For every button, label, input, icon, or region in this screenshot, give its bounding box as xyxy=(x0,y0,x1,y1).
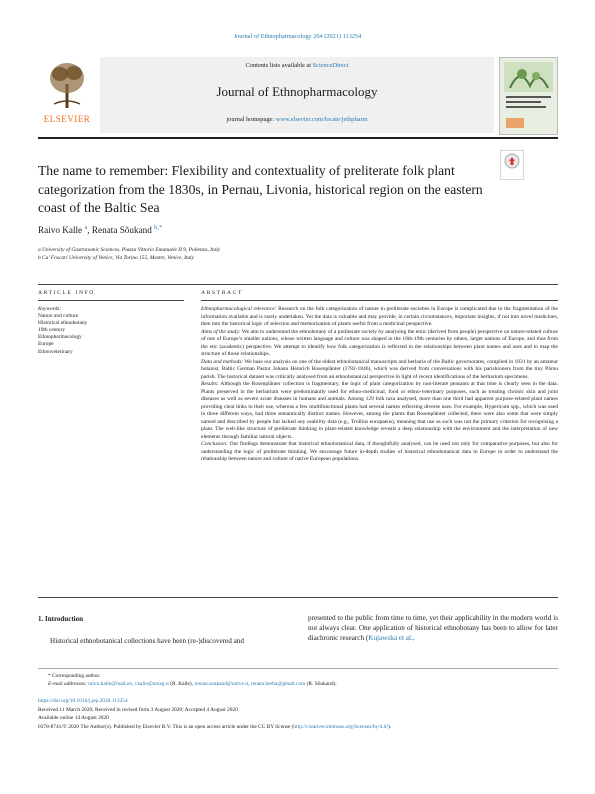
abstract-body xyxy=(201,306,558,464)
abstract-label: Data and methods: xyxy=(201,358,244,365)
intro-right-column xyxy=(308,613,558,644)
publication-meta xyxy=(38,697,558,731)
abstract-heading-rule xyxy=(201,300,558,301)
contents-line xyxy=(100,62,494,69)
license-line xyxy=(38,723,558,732)
license-link[interactable]: http://creativecommons.org/licenses/by/4.0/ xyxy=(293,723,388,730)
journal-cover-image xyxy=(500,58,557,134)
abstract-bottom-rule xyxy=(38,597,558,598)
license-text: 0378-8741/© 2020 The Author(s). Published by Elsevier B.V. This is an open access article under the CC BY license ( xyxy=(38,723,294,730)
contents-prefix: Contents lists available at xyxy=(245,62,313,69)
author-line xyxy=(38,224,162,235)
elsevier-wordmark: ELSEVIER xyxy=(43,114,91,124)
keyword: Europe xyxy=(38,341,54,348)
intro-heading: 1. Introduction xyxy=(38,615,83,623)
license-suffix: ). xyxy=(387,723,392,730)
abstract-results xyxy=(201,381,558,441)
email-separator: , xyxy=(131,681,135,687)
keywords-label: Keywords: xyxy=(38,306,62,312)
keyword: 19th century xyxy=(38,327,66,334)
email-owner: (R. Kalle), xyxy=(168,681,195,687)
abstract-aims xyxy=(201,329,558,359)
email-separator: , xyxy=(248,681,251,687)
check-for-updates-icon xyxy=(500,150,524,180)
keyword: Ethnopharmacology xyxy=(38,334,82,341)
author-affiliation-mark[interactable]: b,* xyxy=(154,224,163,231)
email-link[interactable]: r.kalle@unisg.it xyxy=(134,681,169,687)
journal-title: Journal of Ethnopharmacology xyxy=(216,84,378,99)
abstract-relevance xyxy=(201,306,558,329)
journal-citation[interactable]: Journal of Ethnopharmacology 264 (2021) 113254 xyxy=(233,33,362,40)
abstract-text: Research on the folk categorization of nature in preliterate societies in Europe is complicated due to the fragmentation of the information available and is rarely undertaken. Yet the data is valuable and may provide, in certain circumstances, important insights, if not into novel medicines, then into the historical logic of selection and memorisation of plants useful from a medicinal perspective. xyxy=(201,306,559,327)
doi-link[interactable]: https://doi.org/10.1016/j.jep.2020.113254 xyxy=(38,698,128,704)
abstract-label: Aims of the study: xyxy=(201,328,241,335)
abstract-text: Although the Rosenplänter collection is fragmentary, the logic of plant categorization by non-literate peasants at that time is clearly seen in the data. Plants preserved in the herbarium were predominantly used for ethno-medicinal, food or ethno-veterinary purposes, such as treating chronic skin and joint diseases as well as severe acute diseases in humans and animals. Among 129 folk taxa analysed, more than one third had apparent purpose-related plant names providing clear links to their use, whereas a few multifunctional plants had several names reflecting diverse uses. For example, Hypericum spp., which was used in three different ways, had three semantically distinct names. However, among the plants that Rosenplänter collected, there were also some that were simply named and described by people but lacked any usability data (e.g., Trollius europaeus), meaning that use as such was not the primary criterion for recognising a plant. The web-like structure of preliterate thinking in plant-related knowledge reveals a deep relationship with the environment and the interpretation of new elements through familiar natural objects. xyxy=(201,381,558,440)
keywords-block xyxy=(38,306,178,356)
sciencedirect-link[interactable]: ScienceDirect xyxy=(312,62,349,69)
abstract-label: Results: xyxy=(201,381,219,387)
keyword: Nature and culture xyxy=(38,313,79,320)
homepage-link[interactable]: www.elsevier.com/locate/jethpharm xyxy=(275,116,368,123)
email-link[interactable]: raivo.kalle@mail.ee xyxy=(88,681,132,687)
info-heading-rule xyxy=(38,300,184,301)
email-link[interactable]: renata.herba@gmail.com xyxy=(250,681,306,687)
abstract-label: Ethnopharmacological relevance: xyxy=(201,306,277,312)
elsevier-tree-icon xyxy=(46,58,88,110)
keyword: Historical ethnobotany xyxy=(38,320,88,327)
author-affiliation-mark[interactable]: a xyxy=(84,224,88,231)
author-separator: , xyxy=(87,225,92,236)
received-dates: Received 11 March 2020; Received in revised form 3 August 2020; Accepted 4 August 2020 xyxy=(38,706,238,713)
homepage-line xyxy=(100,116,494,123)
email-link[interactable]: renata.soukand@unive.it xyxy=(194,681,249,687)
article-info-heading: ARTICLE INFO xyxy=(38,290,95,296)
email-line xyxy=(38,680,558,688)
abstract-text: We base our analysis on one of the oldest ethnobotanical manuscripts and herbaria of the Baltic governorates, compiled in 1831 by an amateur botanist, Baltic German Pastor Johann Heinrich Rosenplänter (1782-1846), which was derived from conversations with his parishioners from the tiny Pärnu parish. The historical dataset was critically analysed from an ethnobotanical perspective in light of recent identifications of the herbarium specimens. xyxy=(201,358,558,380)
info-top-rule xyxy=(38,284,558,285)
corresponding-note: * Corresponding author. xyxy=(48,673,101,679)
footnote-rule xyxy=(38,668,558,669)
author-name[interactable]: Renata Sõukand xyxy=(91,225,152,236)
keyword: Ethnoveterinary xyxy=(38,348,73,355)
journal-cover-thumbnail xyxy=(499,57,558,135)
email-label: E-mail addresses: xyxy=(48,681,89,687)
author-name[interactable]: Raivo Kalle xyxy=(38,225,83,236)
affiliation-b: b Ca’ Foscari University of Venice, Via Torino 155, Mestre, Venice, Italy xyxy=(38,255,194,261)
intro-right-text: presented to the public from time to time, yet their applicability in the modern world is not always clear. One application of historical ethnobotany has been to allow for later diachronic research ( xyxy=(308,614,558,643)
abstract-heading: ABSTRACT xyxy=(201,290,244,296)
citation-link[interactable]: Kujawska et al., xyxy=(368,634,415,643)
elsevier-logo xyxy=(38,56,96,128)
check-for-updates-badge[interactable] xyxy=(500,150,524,180)
article-title: The name to remember: Flexibility and contextuality of preliterate folk plant categorization from the 1830s, in Pernau, Livonia, historical region on the eastern coast of the Baltic Sea xyxy=(38,163,483,215)
intro-left-column: Historical ethnobotanical collections have been (re-)discovered and xyxy=(50,637,244,645)
email-owner: (R. Sõukand). xyxy=(305,681,337,687)
affiliation-a: a University of Gastronomic Sciences, Piazza Vittorio Emanuele II 9, Pollenzo, Italy xyxy=(38,247,221,253)
homepage-prefix: journal homepage: xyxy=(226,116,276,123)
footnotes xyxy=(38,672,558,688)
masthead-rule xyxy=(38,137,558,139)
abstract-text: Our findings demonstrate that historical ethnobotanical data, if thoughtfully analysed, can be used not only for comparative purposes, but also for understanding the logic of preliterate thinking. We encourage future in-depth studies of historical ethnobotanical data in Europe in order to understand the relationship between nature and culture of native European populations. xyxy=(201,441,558,462)
available-online: Available online 14 August 2020 xyxy=(38,715,109,722)
abstract-methods xyxy=(201,359,558,382)
abstract-conclusion xyxy=(201,441,558,464)
abstract-label: Conclusion: xyxy=(201,441,228,447)
abstract-text: We aim to understand the ethnobotany of a preliterate society by analysing the emic (derived from people) perspective on nature-related culture of one of Europe’s smaller nations, whose written language and culture was shaped in the 18th-19th centuries by others, larger nations of Europe, and thus from the etic (academic) perspective. We attempt to identify how folk categorization is reflected in the relationships between plant names and uses and to map the structure of those relationships. xyxy=(201,328,558,357)
